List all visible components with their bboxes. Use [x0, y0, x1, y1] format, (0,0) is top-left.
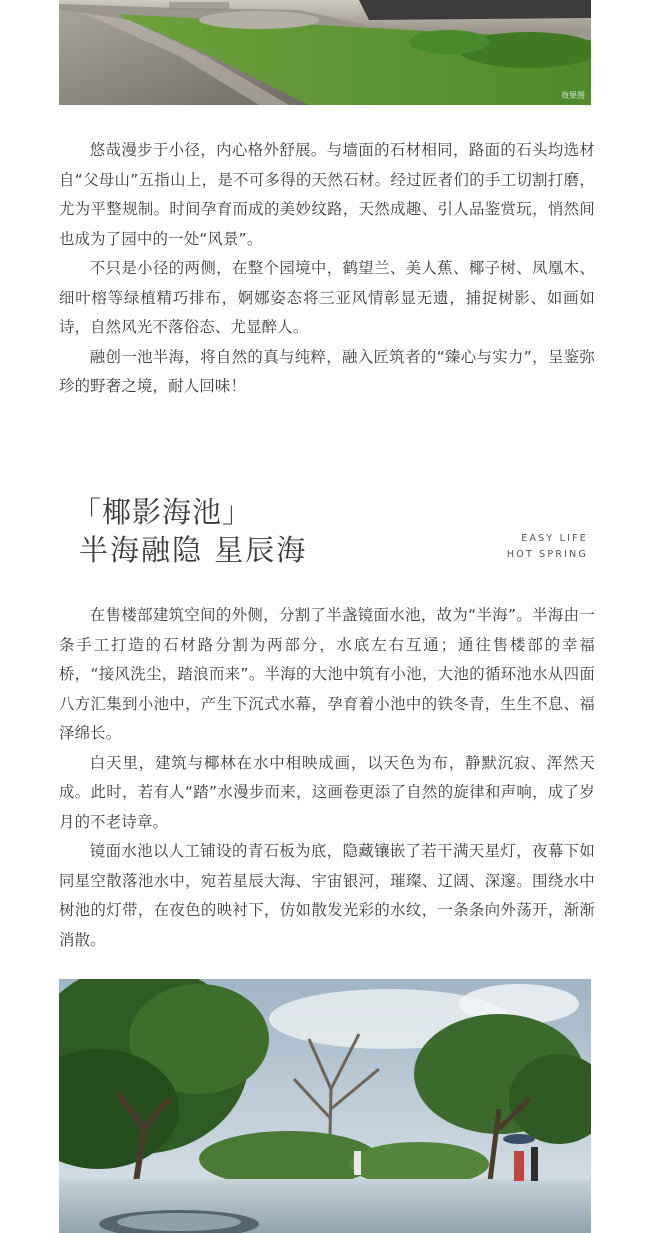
paragraph: 悠哉漫步于小径，内心格外舒展。与墙面的石材相同，路面的石头均选材自“父母山”五指山上，是不可多得的天然石材。经过匠者们的手工切割打磨，尤为平整规制。时间孕育而成的美妙纹路，天然成趣、引人品鉴赏玩，悄然间也成为了园中的一处“风景”。	[59, 141, 595, 248]
photo-caption: 效果图	[561, 91, 585, 100]
tagline-line: EASY LIFE	[521, 533, 588, 544]
pool-text-block	[59, 601, 595, 955]
garden-path-illustration	[59, 0, 591, 105]
paragraph: 在售楼部建筑空间的外侧，分割了半盏镜面水池，故为“半海”。半海由一条手工打造的石材路分割为两部分，水底左右互通；通往售楼部的幸福桥，“接风洗尘，踏浪而来”。半海的大池中筑有小池，大池的循环池水从四面八方汇集到小池中，产生下沉式水幕，孕育着小池中的铁冬青，生生不息、福泽绵长。	[59, 606, 595, 742]
section-subtitle: 半海融隐 星辰海	[79, 533, 308, 567]
paragraph: 融创一池半海，将自然的真与纯粹，融入匠筑者的“臻心与实力”，呈鉴弥珍的野奢之境，耐人回味！	[59, 347, 595, 395]
section-title: 「椰影海池」	[72, 495, 253, 529]
paragraph: 不只是小径的两侧，在整个园境中，鹤望兰、美人蕉、椰子树、凤凰木、细叶榕等绿植精巧排布，婀娜姿态将三亚风情彰显无遗，捕捉树影、如画如诗，自然风光不落俗态、尤显醉人。	[59, 259, 595, 336]
garden-path-photo	[59, 0, 591, 105]
paragraph: 镜面水池以人工铺设的青石板为底，隐藏镶嵌了若干满天星灯，夜幕下如同星空散落池水中，宛若星辰大海、宇宙银河，璀璨、辽阔、深邃。围绕水中树池的灯带，在夜色的映衬下，仿如散发光彩的水纹，一条条向外荡开，渐渐消散。	[59, 842, 595, 949]
mirror-pool-photo	[59, 979, 591, 1233]
section-heading	[72, 493, 307, 569]
paragraph: 白天里，建筑与椰林在水中相映成画，以天色为布，静默沉寂、浑然天成。此时，若有人“踏”水漫步而来，这画卷更添了自然的旋律和声响，成了岁月的不老诗章。	[59, 753, 595, 831]
mirror-pool-illustration	[59, 979, 591, 1233]
tagline-line: HOT SPRING	[506, 549, 588, 560]
intro-text-block	[59, 136, 595, 402]
section-tagline	[507, 531, 588, 563]
